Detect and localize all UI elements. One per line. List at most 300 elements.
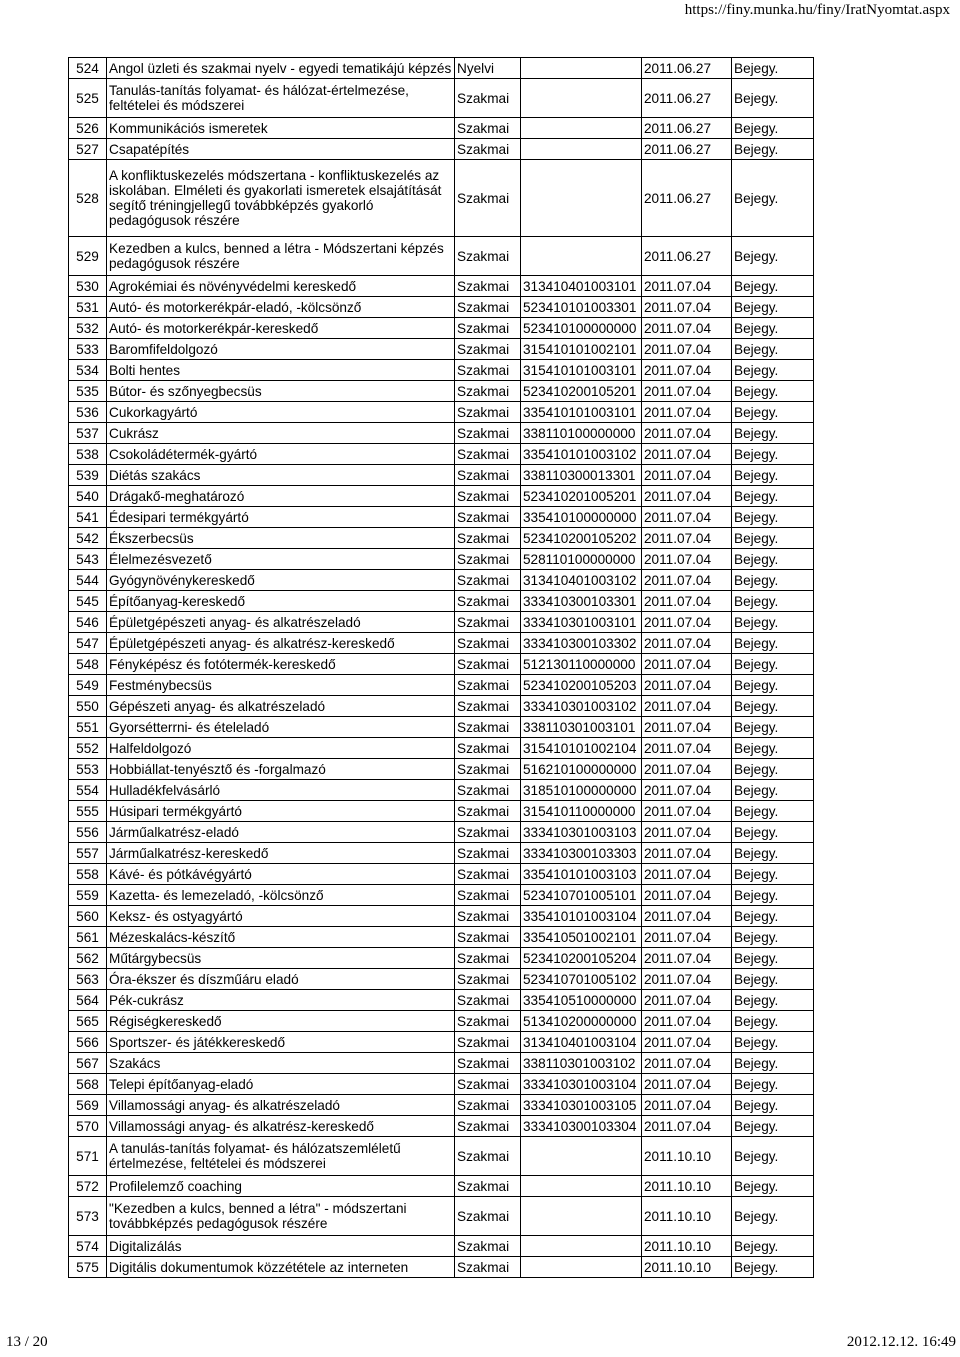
training-code-cell: 313410401003102 bbox=[521, 570, 642, 591]
training-type-cell: Szakmai bbox=[455, 1011, 521, 1032]
table-row bbox=[69, 759, 897, 780]
training-type-cell: Szakmai bbox=[455, 675, 521, 696]
status-cell: Bejegy. bbox=[732, 1197, 814, 1236]
status-cell: Bejegy. bbox=[732, 675, 814, 696]
empty-cell bbox=[814, 507, 897, 528]
registration-date-cell: 2011.10.10 bbox=[642, 1257, 732, 1278]
table-row bbox=[69, 79, 897, 118]
training-type-cell: Szakmai bbox=[455, 906, 521, 927]
row-number-cell: 548 bbox=[69, 654, 107, 675]
empty-cell bbox=[814, 675, 897, 696]
table-row bbox=[69, 675, 897, 696]
registration-date-cell: 2011.07.04 bbox=[642, 360, 732, 381]
empty-cell bbox=[814, 990, 897, 1011]
training-name-cell: Édesipari termékgyártó bbox=[107, 507, 455, 528]
status-cell: Bejegy. bbox=[732, 360, 814, 381]
table-row bbox=[69, 465, 897, 486]
training-name-cell: A konfliktuskezelés módszertana - konfliktuskezelés az iskolában. Elméleti és gyakorlati ismeretek elsajátítását segítő tréningjellegű továbbképzés gyakorló pedagógusok részére bbox=[107, 160, 455, 237]
status-cell: Bejegy. bbox=[732, 969, 814, 990]
training-code-cell: 333410301003105 bbox=[521, 1095, 642, 1116]
row-number-cell: 560 bbox=[69, 906, 107, 927]
training-code-cell: 333410300103302 bbox=[521, 633, 642, 654]
registration-date-cell: 2011.07.04 bbox=[642, 864, 732, 885]
table-row bbox=[69, 1011, 897, 1032]
table-row bbox=[69, 1032, 897, 1053]
empty-cell bbox=[814, 738, 897, 759]
empty-cell bbox=[814, 864, 897, 885]
registration-date-cell: 2011.07.04 bbox=[642, 297, 732, 318]
training-type-cell: Szakmai bbox=[455, 843, 521, 864]
empty-cell bbox=[814, 1074, 897, 1095]
status-cell: Bejegy. bbox=[732, 118, 814, 139]
table-row bbox=[69, 486, 897, 507]
row-number-cell: 538 bbox=[69, 444, 107, 465]
training-code-cell: 338110301003102 bbox=[521, 1053, 642, 1074]
registration-date-cell: 2011.07.04 bbox=[642, 1053, 732, 1074]
empty-cell bbox=[814, 612, 897, 633]
training-name-cell: Bolti hentes bbox=[107, 360, 455, 381]
table-row bbox=[69, 927, 897, 948]
registration-date-cell: 2011.07.04 bbox=[642, 738, 732, 759]
status-cell: Bejegy. bbox=[732, 381, 814, 402]
training-name-cell: A tanulás-tanítás folyamat- és hálózatszemléletű értelmezése, feltételei és módszerei bbox=[107, 1137, 455, 1176]
training-code-cell: 513410200000000 bbox=[521, 1011, 642, 1032]
empty-cell bbox=[814, 1176, 897, 1197]
empty-cell bbox=[814, 160, 897, 237]
registration-date-cell: 2011.07.04 bbox=[642, 549, 732, 570]
training-type-cell: Szakmai bbox=[455, 1116, 521, 1137]
row-number-cell: 559 bbox=[69, 885, 107, 906]
table-row bbox=[69, 381, 897, 402]
empty-cell bbox=[814, 79, 897, 118]
training-name-cell: Halfeldolgozó bbox=[107, 738, 455, 759]
status-cell: Bejegy. bbox=[732, 528, 814, 549]
training-name-cell: Sportszer- és játékkereskedő bbox=[107, 1032, 455, 1053]
status-cell: Bejegy. bbox=[732, 1176, 814, 1197]
table-row bbox=[69, 360, 897, 381]
training-name-cell: Élelmezésvezető bbox=[107, 549, 455, 570]
registration-date-cell: 2011.07.04 bbox=[642, 717, 732, 738]
table-row bbox=[69, 780, 897, 801]
training-code-cell: 338110100000000 bbox=[521, 423, 642, 444]
training-code-cell: 335410101003101 bbox=[521, 402, 642, 423]
empty-cell bbox=[814, 822, 897, 843]
registration-date-cell: 2011.07.04 bbox=[642, 759, 732, 780]
training-code-cell bbox=[521, 1236, 642, 1257]
registration-date-cell: 2011.07.04 bbox=[642, 318, 732, 339]
row-number-cell: 525 bbox=[69, 79, 107, 118]
training-name-cell: Hobbiállat-tenyésztő és -forgalmazó bbox=[107, 759, 455, 780]
row-number-cell: 536 bbox=[69, 402, 107, 423]
row-number-cell: 552 bbox=[69, 738, 107, 759]
training-code-cell: 523410200105203 bbox=[521, 675, 642, 696]
status-cell: Bejegy. bbox=[732, 58, 814, 79]
table-row bbox=[69, 738, 897, 759]
empty-cell bbox=[814, 318, 897, 339]
table-row bbox=[69, 1053, 897, 1074]
training-code-cell: 333410301003104 bbox=[521, 1074, 642, 1095]
row-number-cell: 524 bbox=[69, 58, 107, 79]
training-type-cell: Szakmai bbox=[455, 717, 521, 738]
print-datetime: 2012.12.12. 16:49 bbox=[846, 1334, 956, 1350]
training-name-cell: Gépészeti anyag- és alkatrészeladó bbox=[107, 696, 455, 717]
training-code-cell bbox=[521, 1137, 642, 1176]
row-number-cell: 537 bbox=[69, 423, 107, 444]
status-cell: Bejegy. bbox=[732, 612, 814, 633]
training-name-cell: Régiségkereskedő bbox=[107, 1011, 455, 1032]
row-number-cell: 539 bbox=[69, 465, 107, 486]
row-number-cell: 547 bbox=[69, 633, 107, 654]
registration-date-cell: 2011.07.04 bbox=[642, 612, 732, 633]
training-name-cell: Digitális dokumentumok közzététele az interneten bbox=[107, 1257, 455, 1278]
training-code-cell: 523410701005102 bbox=[521, 969, 642, 990]
empty-cell bbox=[814, 906, 897, 927]
training-code-cell: 315410101002104 bbox=[521, 738, 642, 759]
table-row bbox=[69, 139, 897, 160]
training-name-cell: Épületgépészeti anyag- és alkatrész-kereskedő bbox=[107, 633, 455, 654]
training-name-cell: Hulladékfelvásárló bbox=[107, 780, 455, 801]
empty-cell bbox=[814, 801, 897, 822]
registration-date-cell: 2011.07.04 bbox=[642, 1011, 732, 1032]
empty-cell bbox=[814, 570, 897, 591]
registration-date-cell: 2011.07.04 bbox=[642, 570, 732, 591]
registration-date-cell: 2011.07.04 bbox=[642, 423, 732, 444]
status-cell: Bejegy. bbox=[732, 1074, 814, 1095]
registration-date-cell: 2011.07.04 bbox=[642, 402, 732, 423]
training-type-cell: Szakmai bbox=[455, 738, 521, 759]
training-name-cell: Bútor- és szőnyegbecsüs bbox=[107, 381, 455, 402]
training-name-cell: "Kezedben a kulcs, benned a létra" - módszertani továbbképzés pedagógusok részére bbox=[107, 1197, 455, 1236]
empty-cell bbox=[814, 486, 897, 507]
row-number-cell: 541 bbox=[69, 507, 107, 528]
registration-date-cell: 2011.10.10 bbox=[642, 1236, 732, 1257]
training-type-cell: Szakmai bbox=[455, 990, 521, 1011]
registration-date-cell: 2011.07.04 bbox=[642, 801, 732, 822]
row-number-cell: 526 bbox=[69, 118, 107, 139]
training-name-cell: Kommunikációs ismeretek bbox=[107, 118, 455, 139]
training-code-cell bbox=[521, 1176, 642, 1197]
training-type-cell: Szakmai bbox=[455, 160, 521, 237]
empty-cell bbox=[814, 780, 897, 801]
training-name-cell: Cukorkagyártó bbox=[107, 402, 455, 423]
table-row bbox=[69, 444, 897, 465]
table-row bbox=[69, 1137, 897, 1176]
row-number-cell: 546 bbox=[69, 612, 107, 633]
registration-date-cell: 2011.07.04 bbox=[642, 381, 732, 402]
row-number-cell: 531 bbox=[69, 297, 107, 318]
status-cell: Bejegy. bbox=[732, 486, 814, 507]
training-type-cell: Szakmai bbox=[455, 591, 521, 612]
training-code-cell: 523410701005101 bbox=[521, 885, 642, 906]
empty-cell bbox=[814, 1197, 897, 1236]
training-code-cell: 338110300013301 bbox=[521, 465, 642, 486]
empty-cell bbox=[814, 1257, 897, 1278]
row-number-cell: 545 bbox=[69, 591, 107, 612]
empty-cell bbox=[814, 633, 897, 654]
empty-cell bbox=[814, 927, 897, 948]
registration-date-cell: 2011.06.27 bbox=[642, 139, 732, 160]
status-cell: Bejegy. bbox=[732, 1032, 814, 1053]
training-type-cell: Nyelvi bbox=[455, 58, 521, 79]
row-number-cell: 532 bbox=[69, 318, 107, 339]
training-name-cell: Gyorsétterrni- és ételeladó bbox=[107, 717, 455, 738]
training-type-cell: Szakmai bbox=[455, 1053, 521, 1074]
empty-cell bbox=[814, 696, 897, 717]
status-cell: Bejegy. bbox=[732, 297, 814, 318]
training-name-cell: Műtárgybecsüs bbox=[107, 948, 455, 969]
registration-date-cell: 2011.10.10 bbox=[642, 1137, 732, 1176]
training-name-cell: Keksz- és ostyagyártó bbox=[107, 906, 455, 927]
empty-cell bbox=[814, 118, 897, 139]
training-type-cell: Szakmai bbox=[455, 1257, 521, 1278]
registration-date-cell: 2011.07.04 bbox=[642, 1116, 732, 1137]
registration-date-cell: 2011.07.04 bbox=[642, 990, 732, 1011]
status-cell: Bejegy. bbox=[732, 549, 814, 570]
training-name-cell: Agrokémiai és növényvédelmi kereskedő bbox=[107, 276, 455, 297]
training-type-cell: Szakmai bbox=[455, 465, 521, 486]
empty-cell bbox=[814, 444, 897, 465]
training-code-cell: 523410101003301 bbox=[521, 297, 642, 318]
table-row bbox=[69, 237, 897, 276]
empty-cell bbox=[814, 528, 897, 549]
training-type-cell: Szakmai bbox=[455, 570, 521, 591]
status-cell: Bejegy. bbox=[732, 843, 814, 864]
empty-cell bbox=[814, 402, 897, 423]
training-type-cell: Szakmai bbox=[455, 507, 521, 528]
training-type-cell: Szakmai bbox=[455, 1032, 521, 1053]
table-row bbox=[69, 339, 897, 360]
registration-date-cell: 2011.07.04 bbox=[642, 843, 732, 864]
status-cell: Bejegy. bbox=[732, 160, 814, 237]
table-row bbox=[69, 118, 897, 139]
row-number-cell: 573 bbox=[69, 1197, 107, 1236]
status-cell: Bejegy. bbox=[732, 633, 814, 654]
row-number-cell: 553 bbox=[69, 759, 107, 780]
status-cell: Bejegy. bbox=[732, 906, 814, 927]
status-cell: Bejegy. bbox=[732, 990, 814, 1011]
table-row bbox=[69, 528, 897, 549]
table-row bbox=[69, 58, 897, 79]
table-row bbox=[69, 654, 897, 675]
status-cell: Bejegy. bbox=[732, 1053, 814, 1074]
empty-cell bbox=[814, 465, 897, 486]
empty-cell bbox=[814, 1236, 897, 1257]
training-code-cell: 333410300103304 bbox=[521, 1116, 642, 1137]
registration-date-cell: 2011.07.04 bbox=[642, 948, 732, 969]
training-code-cell: 315410101003101 bbox=[521, 360, 642, 381]
registration-date-cell: 2011.07.04 bbox=[642, 633, 732, 654]
training-name-cell: Szakács bbox=[107, 1053, 455, 1074]
table-row bbox=[69, 402, 897, 423]
registration-date-cell: 2011.10.10 bbox=[642, 1197, 732, 1236]
training-name-cell: Villamossági anyag- és alkatrészeladó bbox=[107, 1095, 455, 1116]
status-cell: Bejegy. bbox=[732, 402, 814, 423]
training-code-cell: 333410301003101 bbox=[521, 612, 642, 633]
training-type-cell: Szakmai bbox=[455, 612, 521, 633]
empty-cell bbox=[814, 843, 897, 864]
status-cell: Bejegy. bbox=[732, 339, 814, 360]
table-row bbox=[69, 822, 897, 843]
training-code-cell: 335410501002101 bbox=[521, 927, 642, 948]
registration-date-cell: 2011.06.27 bbox=[642, 58, 732, 79]
training-name-cell: Villamossági anyag- és alkatrész-kereskedő bbox=[107, 1116, 455, 1137]
training-code-cell bbox=[521, 139, 642, 160]
row-number-cell: 567 bbox=[69, 1053, 107, 1074]
status-cell: Bejegy. bbox=[732, 139, 814, 160]
training-name-cell: Profilelemző coaching bbox=[107, 1176, 455, 1197]
records-table-body bbox=[69, 58, 897, 1278]
status-cell: Bejegy. bbox=[732, 822, 814, 843]
training-code-cell: 333410301003103 bbox=[521, 822, 642, 843]
registration-date-cell: 2011.07.04 bbox=[642, 654, 732, 675]
training-code-cell: 315410101002101 bbox=[521, 339, 642, 360]
training-name-cell: Építőanyag-kereskedő bbox=[107, 591, 455, 612]
table-row bbox=[69, 591, 897, 612]
training-name-cell: Épületgépészeti anyag- és alkatrészeladó bbox=[107, 612, 455, 633]
status-cell: Bejegy. bbox=[732, 717, 814, 738]
training-type-cell: Szakmai bbox=[455, 402, 521, 423]
training-type-cell: Szakmai bbox=[455, 780, 521, 801]
training-name-cell: Angol üzleti és szakmai nyelv - egyedi tematikájú képzés bbox=[107, 58, 455, 79]
training-code-cell: 528110100000000 bbox=[521, 549, 642, 570]
row-number-cell: 565 bbox=[69, 1011, 107, 1032]
training-name-cell: Járműalkatrész-kereskedő bbox=[107, 843, 455, 864]
training-code-cell: 335410101003104 bbox=[521, 906, 642, 927]
status-cell: Bejegy. bbox=[732, 465, 814, 486]
status-cell: Bejegy. bbox=[732, 276, 814, 297]
training-code-cell: 335410101003102 bbox=[521, 444, 642, 465]
row-number-cell: 575 bbox=[69, 1257, 107, 1278]
training-code-cell: 333410301003102 bbox=[521, 696, 642, 717]
training-code-cell bbox=[521, 237, 642, 276]
registration-date-cell: 2011.07.04 bbox=[642, 1095, 732, 1116]
status-cell: Bejegy. bbox=[732, 507, 814, 528]
training-code-cell: 333410300103301 bbox=[521, 591, 642, 612]
row-number-cell: 556 bbox=[69, 822, 107, 843]
empty-cell bbox=[814, 591, 897, 612]
training-name-cell: Diétás szakács bbox=[107, 465, 455, 486]
table-row bbox=[69, 1095, 897, 1116]
training-name-cell: Tanulás-tanítás folyamat- és hálózat-értelmezése, feltételei és módszerei bbox=[107, 79, 455, 118]
training-type-cell: Szakmai bbox=[455, 927, 521, 948]
training-code-cell: 516210100000000 bbox=[521, 759, 642, 780]
training-name-cell: Drágakő-meghatározó bbox=[107, 486, 455, 507]
status-cell: Bejegy. bbox=[732, 318, 814, 339]
registration-date-cell: 2011.07.04 bbox=[642, 696, 732, 717]
table-row bbox=[69, 801, 897, 822]
row-number-cell: 549 bbox=[69, 675, 107, 696]
registration-date-cell: 2011.07.04 bbox=[642, 969, 732, 990]
training-type-cell: Szakmai bbox=[455, 1095, 521, 1116]
training-name-cell: Óra-ékszer és díszműáru eladó bbox=[107, 969, 455, 990]
row-number-cell: 558 bbox=[69, 864, 107, 885]
records-table bbox=[68, 57, 897, 1278]
training-code-cell: 523410201005201 bbox=[521, 486, 642, 507]
training-name-cell: Ékszerbecsüs bbox=[107, 528, 455, 549]
status-cell: Bejegy. bbox=[732, 1257, 814, 1278]
training-type-cell: Szakmai bbox=[455, 885, 521, 906]
table-row bbox=[69, 160, 897, 237]
registration-date-cell: 2011.07.04 bbox=[642, 822, 732, 843]
empty-cell bbox=[814, 360, 897, 381]
table-row bbox=[69, 906, 897, 927]
table-row bbox=[69, 969, 897, 990]
row-number-cell: 542 bbox=[69, 528, 107, 549]
training-code-cell: 313410401003104 bbox=[521, 1032, 642, 1053]
empty-cell bbox=[814, 948, 897, 969]
training-name-cell: Gyógynövénykereskedő bbox=[107, 570, 455, 591]
row-number-cell: 551 bbox=[69, 717, 107, 738]
status-cell: Bejegy. bbox=[732, 1011, 814, 1032]
empty-cell bbox=[814, 969, 897, 990]
table-row bbox=[69, 318, 897, 339]
training-type-cell: Szakmai bbox=[455, 948, 521, 969]
training-code-cell: 313410401003101 bbox=[521, 276, 642, 297]
empty-cell bbox=[814, 139, 897, 160]
empty-cell bbox=[814, 1053, 897, 1074]
training-type-cell: Szakmai bbox=[455, 360, 521, 381]
empty-cell bbox=[814, 297, 897, 318]
row-number-cell: 530 bbox=[69, 276, 107, 297]
status-cell: Bejegy. bbox=[732, 780, 814, 801]
training-code-cell: 335410101003103 bbox=[521, 864, 642, 885]
row-number-cell: 554 bbox=[69, 780, 107, 801]
row-number-cell: 572 bbox=[69, 1176, 107, 1197]
row-number-cell: 527 bbox=[69, 139, 107, 160]
registration-date-cell: 2011.06.27 bbox=[642, 118, 732, 139]
training-name-cell: Digitalizálás bbox=[107, 1236, 455, 1257]
empty-cell bbox=[814, 1095, 897, 1116]
row-number-cell: 533 bbox=[69, 339, 107, 360]
status-cell: Bejegy. bbox=[732, 1116, 814, 1137]
row-number-cell: 561 bbox=[69, 927, 107, 948]
table-row bbox=[69, 423, 897, 444]
training-type-cell: Szakmai bbox=[455, 549, 521, 570]
training-code-cell bbox=[521, 118, 642, 139]
training-type-cell: Szakmai bbox=[455, 237, 521, 276]
table-row bbox=[69, 885, 897, 906]
empty-cell bbox=[814, 339, 897, 360]
registration-date-cell: 2011.07.04 bbox=[642, 675, 732, 696]
training-type-cell: Szakmai bbox=[455, 139, 521, 160]
status-cell: Bejegy. bbox=[732, 423, 814, 444]
training-type-cell: Szakmai bbox=[455, 633, 521, 654]
training-name-cell: Húsipari termékgyártó bbox=[107, 801, 455, 822]
table-row bbox=[69, 1197, 897, 1236]
status-cell: Bejegy. bbox=[732, 948, 814, 969]
registration-date-cell: 2011.07.04 bbox=[642, 465, 732, 486]
table-row bbox=[69, 696, 897, 717]
training-name-cell: Kazetta- és lemezeladó, -kölcsönző bbox=[107, 885, 455, 906]
table-row bbox=[69, 1074, 897, 1095]
registration-date-cell: 2011.06.27 bbox=[642, 79, 732, 118]
row-number-cell: 555 bbox=[69, 801, 107, 822]
registration-date-cell: 2011.07.04 bbox=[642, 780, 732, 801]
table-row bbox=[69, 297, 897, 318]
training-code-cell: 523410200105204 bbox=[521, 948, 642, 969]
training-code-cell: 333410300103303 bbox=[521, 843, 642, 864]
row-number-cell: 543 bbox=[69, 549, 107, 570]
empty-cell bbox=[814, 759, 897, 780]
empty-cell bbox=[814, 717, 897, 738]
training-type-cell: Szakmai bbox=[455, 339, 521, 360]
training-type-cell: Szakmai bbox=[455, 969, 521, 990]
table-row bbox=[69, 864, 897, 885]
training-type-cell: Szakmai bbox=[455, 297, 521, 318]
registration-date-cell: 2011.07.04 bbox=[642, 1032, 732, 1053]
row-number-cell: 550 bbox=[69, 696, 107, 717]
status-cell: Bejegy. bbox=[732, 1095, 814, 1116]
